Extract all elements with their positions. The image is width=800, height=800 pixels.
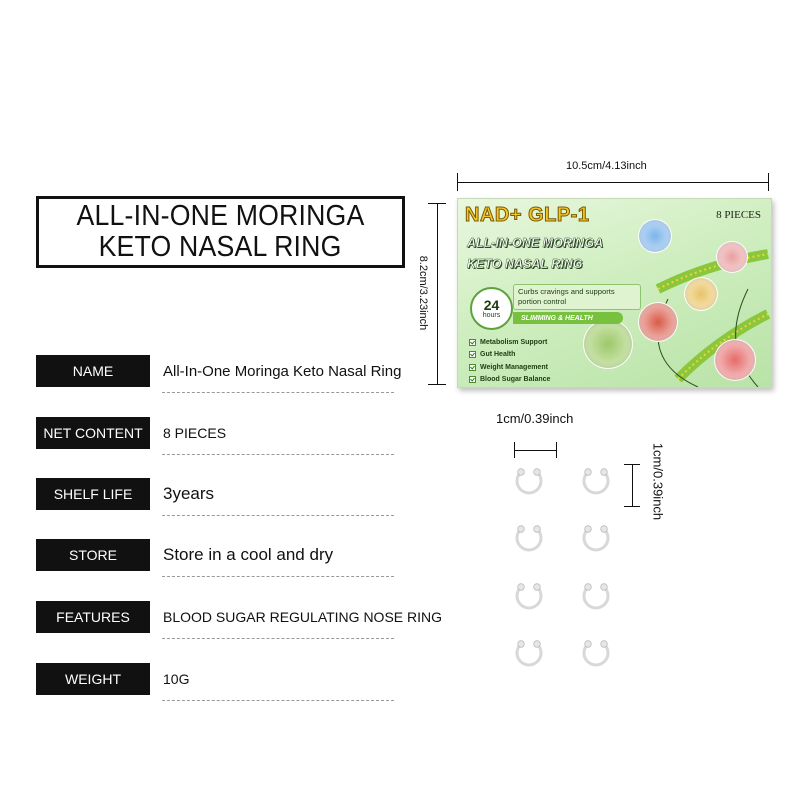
ring-width-label: 1cm/0.39inch bbox=[496, 411, 574, 426]
package-banner: SLIMMING & HEALTH bbox=[513, 312, 623, 324]
package-claim: Curbs cravings and supports portion control bbox=[513, 284, 641, 310]
dimension-tick bbox=[556, 442, 557, 458]
hours-badge bbox=[470, 287, 513, 330]
product-title-line2: KETO NASAL RING bbox=[99, 231, 342, 263]
spec-value: Store in a cool and dry bbox=[163, 545, 334, 564]
ring-width-line bbox=[514, 450, 556, 451]
spec-value: 3years bbox=[163, 484, 215, 503]
box-height-label: 8.2cm/3.23inch bbox=[417, 255, 429, 331]
dimension-tick bbox=[624, 506, 640, 507]
spec-value: 8 PIECES bbox=[163, 425, 227, 441]
box-width-label: 10.5cm/4.13inch bbox=[566, 160, 647, 172]
dimension-tick bbox=[768, 173, 769, 191]
dimension-tick bbox=[428, 384, 446, 385]
nose-ring-icon bbox=[513, 522, 545, 554]
nose-ring-icon bbox=[580, 465, 612, 497]
nose-ring-icon bbox=[513, 637, 545, 669]
spec-label: NAME bbox=[36, 355, 150, 387]
badge-unit: hours bbox=[482, 312, 501, 319]
product-title-box bbox=[36, 196, 405, 268]
spec-label: FEATURES bbox=[36, 601, 150, 633]
organ-blood-vessel-icon bbox=[714, 339, 756, 381]
organ-intestine-icon bbox=[716, 241, 748, 273]
spec-label: STORE bbox=[36, 539, 150, 571]
check-icon bbox=[469, 376, 476, 383]
organ-brain-icon bbox=[638, 219, 672, 253]
spec-label: SHELF LIFE bbox=[36, 478, 150, 510]
spec-value: 10G bbox=[163, 671, 190, 687]
spec-label: WEIGHT bbox=[36, 663, 150, 695]
spec-row-name bbox=[36, 355, 402, 387]
dashed-divider bbox=[162, 700, 394, 701]
nose-ring-icon bbox=[580, 522, 612, 554]
spec-value: BLOOD SUGAR REGULATING NOSE RING bbox=[163, 609, 443, 625]
dashed-divider bbox=[162, 392, 394, 393]
moringa-powder-icon bbox=[583, 319, 633, 369]
dimension-tick bbox=[514, 442, 515, 458]
dimension-tick bbox=[457, 173, 458, 191]
package-title-line2: KETO NASAL RING bbox=[467, 257, 583, 271]
box-height-line bbox=[437, 203, 438, 384]
bullet-item: Weight Management bbox=[469, 361, 550, 374]
bullet-item: Blood Sugar Balance bbox=[469, 374, 550, 387]
dashed-divider bbox=[162, 454, 394, 455]
dashed-divider bbox=[162, 515, 394, 516]
spec-row-weight bbox=[36, 663, 394, 695]
nose-ring-icon bbox=[513, 580, 545, 612]
spec-label: NET CONTENT bbox=[36, 417, 150, 449]
nose-ring-icon bbox=[513, 465, 545, 497]
check-icon bbox=[469, 351, 476, 358]
nose-ring-icon bbox=[580, 637, 612, 669]
package-pieces: 8 PIECES bbox=[716, 209, 761, 221]
package-title-line1: ALL-IN-ONE MORINGA bbox=[467, 236, 604, 250]
package-brand: NAD+ GLP-1 bbox=[465, 204, 590, 226]
spec-row-shelf-life bbox=[36, 478, 394, 510]
product-title-line1: ALL-IN-ONE MORINGA bbox=[76, 200, 365, 232]
dimension-tick bbox=[428, 203, 446, 204]
spec-row-net-content bbox=[36, 417, 394, 449]
spec-row-features bbox=[36, 601, 443, 633]
ring-height-line bbox=[632, 464, 633, 506]
spec-row-store bbox=[36, 539, 394, 571]
ring-height-label: 1cm/0.39inch bbox=[650, 442, 666, 521]
spec-value: All-In-One Moringa Keto Nasal Ring bbox=[163, 362, 402, 380]
bullet-item: Gut Health bbox=[469, 349, 550, 362]
nose-ring-icon bbox=[580, 580, 612, 612]
check-icon bbox=[469, 364, 476, 371]
product-package bbox=[457, 198, 772, 388]
dashed-divider bbox=[162, 576, 394, 577]
badge-number: 24 bbox=[483, 297, 500, 313]
organ-stomach-icon bbox=[638, 302, 678, 342]
check-icon bbox=[469, 339, 476, 346]
package-bullet-list bbox=[469, 336, 550, 386]
dimension-tick bbox=[624, 464, 640, 465]
dashed-divider bbox=[162, 638, 394, 639]
box-width-line bbox=[457, 182, 769, 183]
organ-pancreas-icon bbox=[684, 277, 718, 311]
bullet-item: Metabolism Support bbox=[469, 336, 550, 349]
